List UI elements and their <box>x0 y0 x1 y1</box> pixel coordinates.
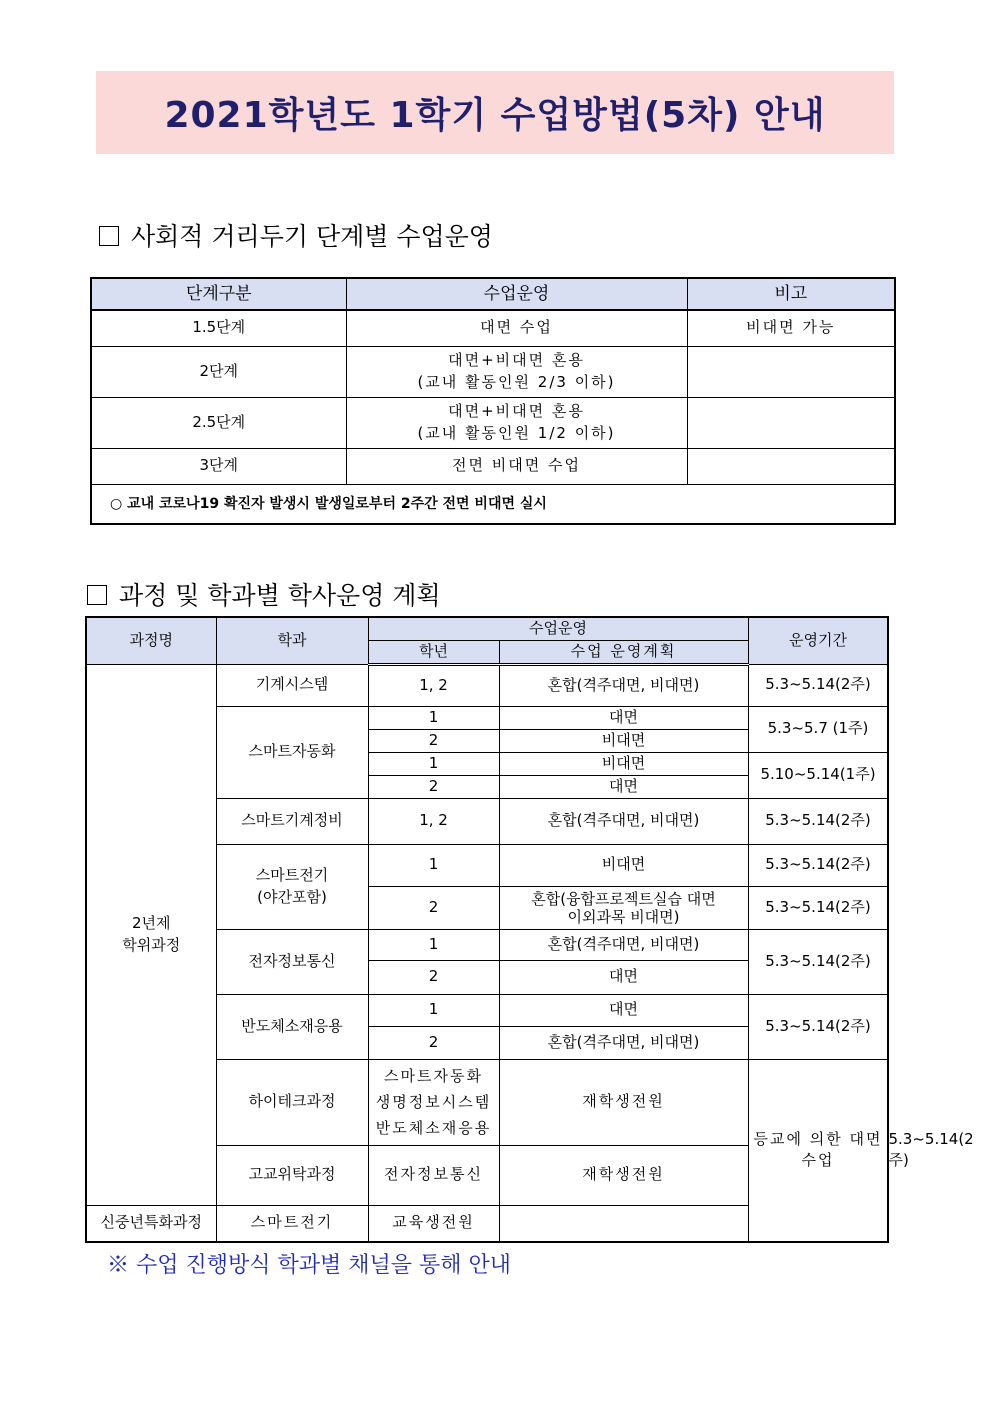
table-row: 신중년특화과정 스마트전기 교육생전원 <box>86 1205 888 1242</box>
header-note: 비고 <box>687 278 895 310</box>
header-dept: 학과 <box>216 617 368 664</box>
table-remark-row <box>91 484 895 524</box>
checkbox-square-icon <box>99 226 119 246</box>
table-row: 고교위탁과정 전자정보통신 재학생전원 <box>86 1145 888 1205</box>
table-row: 2 혼합(격주대면, 비대면) <box>86 1026 888 1059</box>
section1-heading: 사회적 거리두기 단계별 수업운영 <box>99 217 493 253</box>
header-plan: 수업 운영계획 <box>499 640 748 664</box>
page-title: 2021학년도 1학기 수업방법(5차) 안내 <box>164 95 826 136</box>
course-2yr: 2년제 학위과정 <box>86 664 216 1205</box>
table-row: 스마트기계정비 1, 2 혼합(격주대면, 비대면) 5.3~5.14(2주) <box>86 798 888 844</box>
header-stage: 단계구분 <box>91 278 346 310</box>
table-row: 3단계 전면 비대면 수업 <box>91 448 895 484</box>
header-course: 과정명 <box>86 617 216 664</box>
checkbox-square-icon <box>87 585 107 605</box>
table-row: 전자정보통신 1 혼합(격주대면, 비대면) 5.3~5.14(2주) <box>86 929 888 960</box>
special-plan: 등교에 의한 대면수업 <box>748 1059 888 1242</box>
distancing-table <box>90 277 896 525</box>
department-plan-table <box>85 616 974 1243</box>
table-row: 1.5단계 대면 수업 비대면 가능 <box>91 310 895 346</box>
header-grade: 학년 <box>368 640 499 664</box>
covid-remark: ○ 교내 코로나19 확진자 발생시 발생일로부터 2주간 전면 비대면 실시 <box>91 484 895 524</box>
table-row: 2 대면 <box>86 960 888 994</box>
footnote: ※ 수업 진행방식 학과별 채널을 통해 안내 <box>107 1253 511 1278</box>
table-row: 2단계 대면+비대면 혼용 (교내 활동인원 2/3 이하) <box>91 346 895 397</box>
table-row: 2 혼합(융합프로젝트실습 대면 이외과목 비대면) 5.3~5.14(2주) <box>86 886 888 929</box>
table-row: 2년제 학위과정 기계시스템 1, 2 혼합(격주대면, 비대면) 5.3~5.14(2주) <box>86 664 888 706</box>
table-row: 2 비대면 <box>86 729 888 752</box>
table-row: 하이테크과정 스마트자동화 생명정보시스템 반도체소재응용 재학생전원 등교에 의한 대면수업 5.3~5.14(2주) <box>86 1059 888 1145</box>
table-row: 스마트전기 (야간포함) 1 비대면 5.3~5.14(2주) <box>86 844 888 886</box>
header-operation: 수업운영 <box>368 617 748 640</box>
table-row: 스마트자동화 1 대면 5.3~5.7 (1주) <box>86 706 888 729</box>
title-banner <box>96 71 894 154</box>
table-row: 1 비대면 5.10~5.14(1주) <box>86 752 888 775</box>
table-row: 2 대면 <box>86 775 888 798</box>
header-period: 운영기간 <box>748 617 888 664</box>
header-operation: 수업운영 <box>346 278 687 310</box>
table-row: 2.5단계 대면+비대면 혼용 (교내 활동인원 1/2 이하) <box>91 397 895 448</box>
section2-heading: 과정 및 학과별 학사운영 계획 <box>87 576 441 612</box>
table-row: 반도체소재응용 1 대면 5.3~5.14(2주) <box>86 994 888 1026</box>
